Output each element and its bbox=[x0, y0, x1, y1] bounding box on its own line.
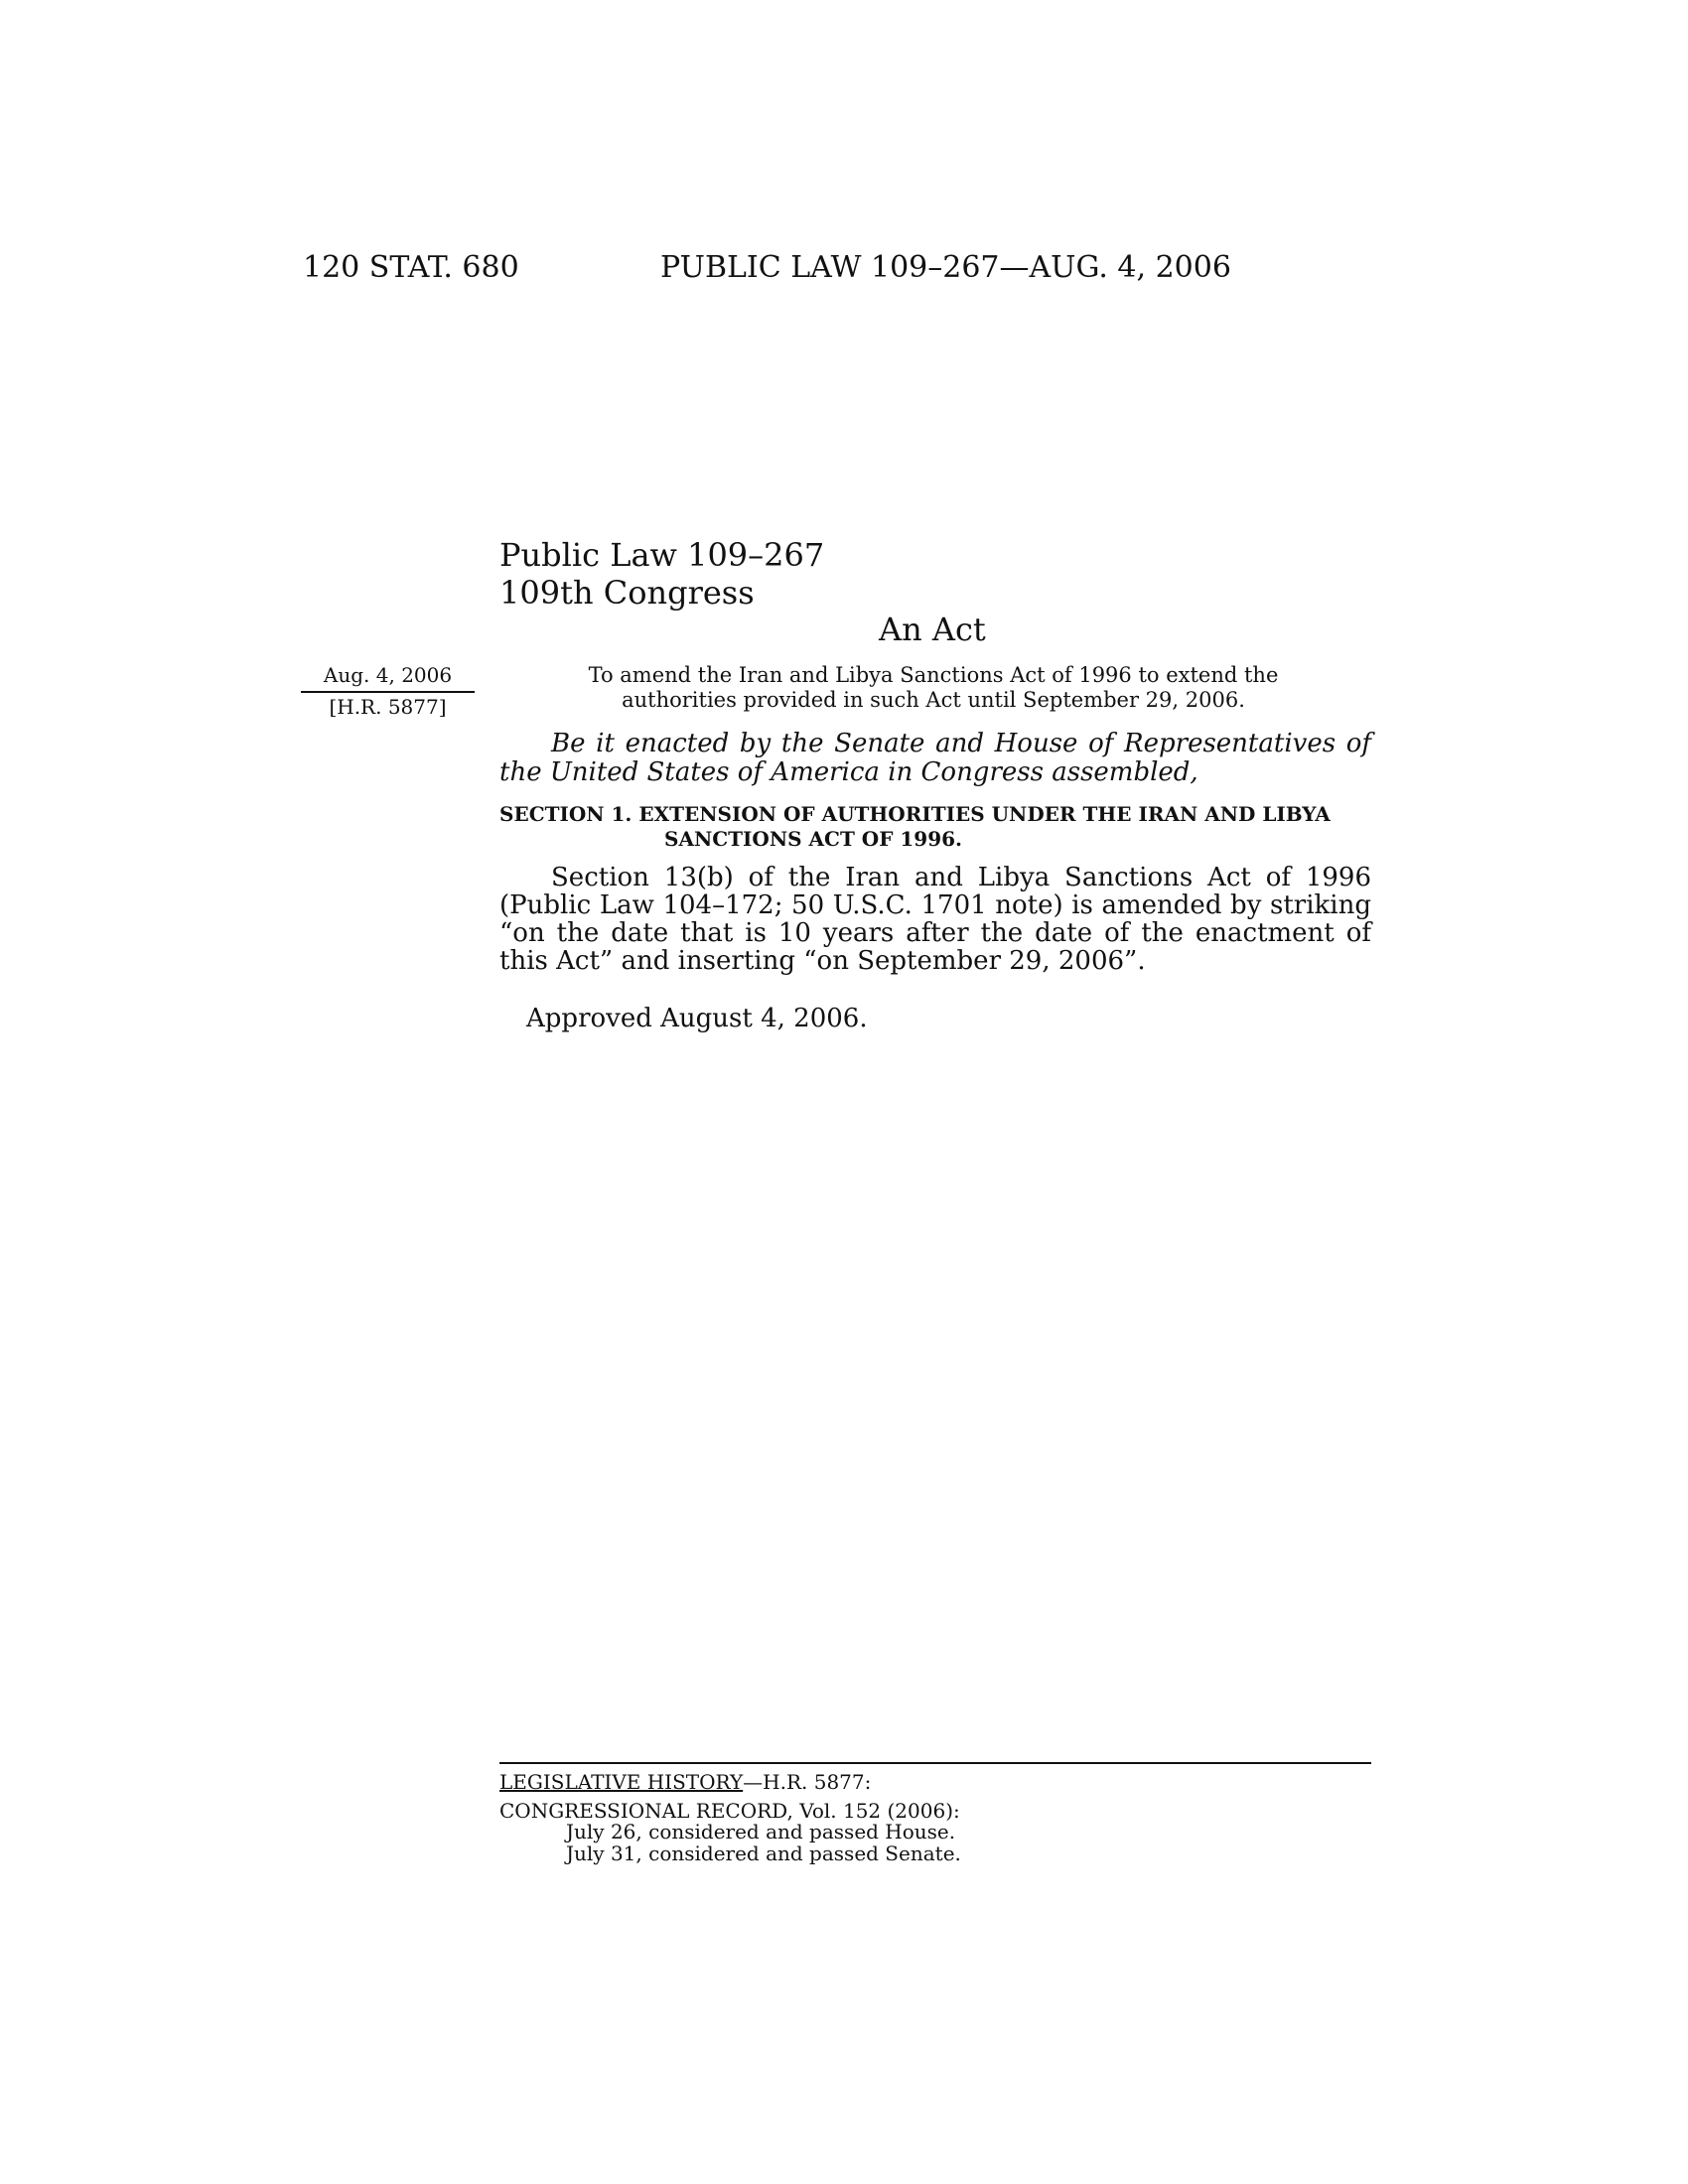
running-head: PUBLIC LAW 109–267—AUG. 4, 2006 bbox=[660, 250, 1231, 285]
stat-page-number: 120 STAT. 680 bbox=[303, 250, 519, 285]
legislative-history-bill: —H.R. 5877: bbox=[743, 1770, 872, 1794]
history-item: July 31, considered and passed Senate. bbox=[566, 1842, 961, 1865]
history-divider bbox=[499, 1762, 1371, 1764]
section-heading-line2: SANCTIONS ACT OF 1996. bbox=[664, 827, 962, 851]
section-body: Section 13(b) of the Iran and Libya Sanctions Act of 1996 (Public Law 104–172; 50 U.S.C. 1701 note) is amended by striking “on the date that is 10 years after the date of the enactment of this Act” and inserting “on September 29, 2006”. bbox=[499, 863, 1371, 976]
section-heading-line1: SECTION 1. EXTENSION OF AUTHORITIES UNDER THE IRAN AND LIBYA bbox=[499, 802, 1331, 826]
an-act-heading: An Act bbox=[879, 611, 986, 648]
legislative-history-label bbox=[499, 1770, 871, 1794]
public-law-title: Public Law 109–267 bbox=[499, 536, 825, 574]
margin-note-date: Aug. 4, 2006 bbox=[301, 663, 475, 693]
history-item: July 26, considered and passed House. bbox=[566, 1820, 956, 1843]
approval-line: Approved August 4, 2006. bbox=[526, 1004, 868, 1033]
section-heading bbox=[499, 802, 1371, 852]
margin-note-bill: [H.R. 5877] bbox=[329, 695, 447, 719]
legislative-history-title: LEGISLATIVE HISTORY bbox=[499, 1770, 744, 1794]
congressional-record: CONGRESSIONAL RECORD, Vol. 152 (2006): bbox=[499, 1799, 960, 1823]
purpose-statement: To amend the Iran and Libya Sanctions Act of 1996 to extend the authorities provided in such Act until September 29, 2006. bbox=[588, 663, 1279, 712]
enacting-clause: Be it enacted by the Senate and House of Representatives of the United States of America in Congress assembled, bbox=[499, 729, 1371, 787]
congress-label: 109th Congress bbox=[499, 574, 755, 612]
